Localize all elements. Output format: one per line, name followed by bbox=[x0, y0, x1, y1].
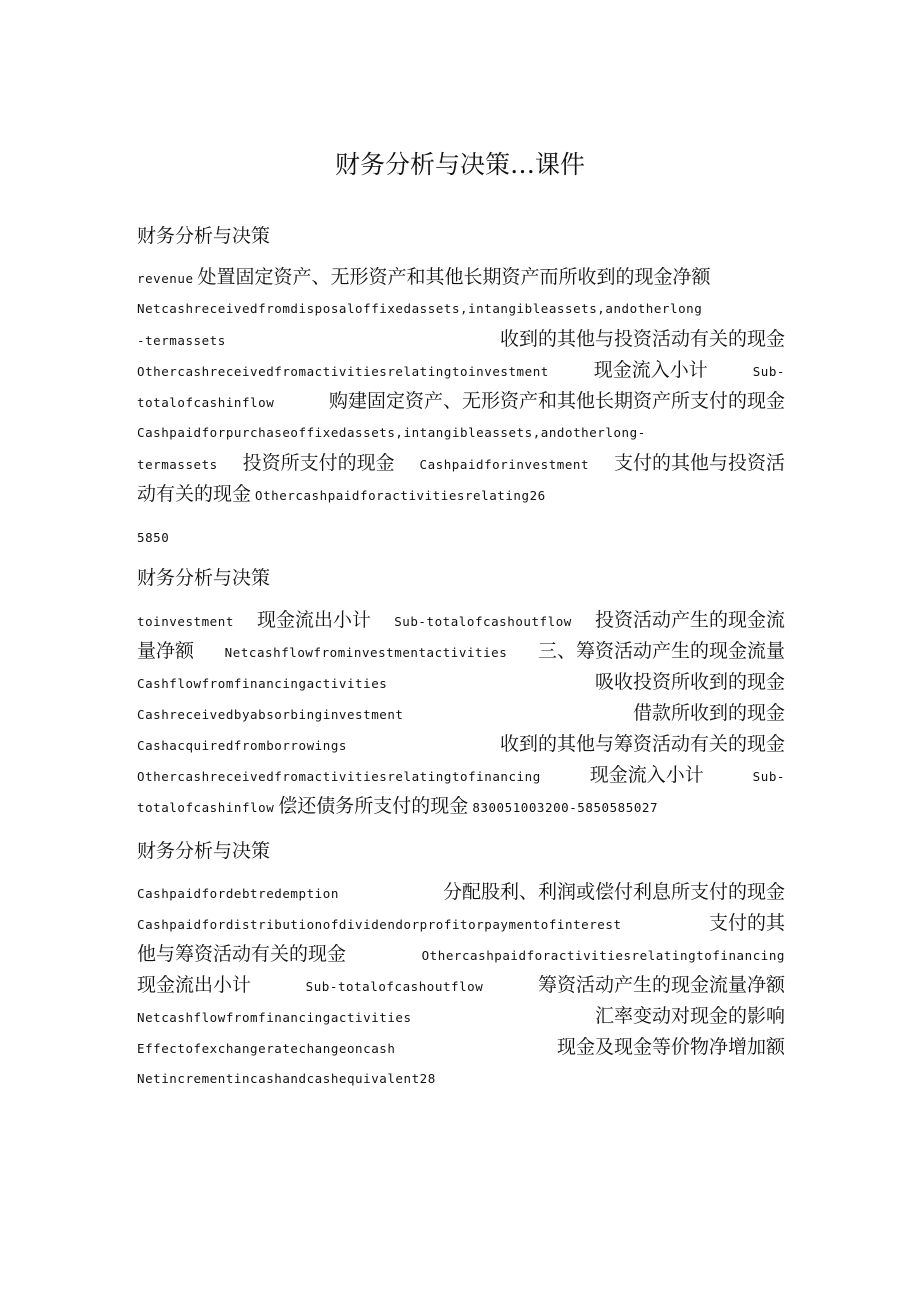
chinese-term: 偿还债务所支付的现金 bbox=[278, 795, 469, 817]
english-term: Cashpaidforinvestment bbox=[419, 457, 590, 472]
trailing-number: 5850 bbox=[137, 530, 170, 545]
chinese-term: 他与筹资活动有关的现金 bbox=[137, 943, 347, 965]
chinese-term: 支付的其 bbox=[708, 912, 785, 934]
english-term: Othercashpaidforactivitiesrelating26 bbox=[255, 488, 546, 503]
chinese-term: 支付的其他与投资活 bbox=[613, 452, 785, 474]
text-line bbox=[137, 355, 785, 386]
chinese-term: 购建固定资产、无形资产和其他长期资产所支付的现金 bbox=[328, 390, 785, 412]
text-line bbox=[137, 262, 785, 293]
english-term: Cashpaidfordebtredemption bbox=[137, 886, 339, 901]
text-line bbox=[137, 605, 785, 636]
english-term: Cashpaidfordistributionofdividendorprofitorpaymentofinterest bbox=[137, 917, 622, 932]
english-term: 830051003200-5850585027 bbox=[472, 800, 659, 815]
text-line bbox=[137, 760, 785, 791]
chinese-term: 现金及现金等价物净增加额 bbox=[556, 1036, 785, 1058]
text-line bbox=[137, 667, 785, 698]
section-heading: 财务分析与决策 bbox=[137, 225, 271, 247]
english-term: -termassets bbox=[137, 333, 226, 348]
text-line bbox=[137, 1063, 785, 1094]
chinese-term: 分配股利、利润或偿付利息所支付的现金 bbox=[442, 881, 785, 903]
english-term: Cashflowfromfinancingactivities bbox=[137, 676, 388, 691]
chinese-term: 现金流入小计 bbox=[589, 764, 704, 786]
chinese-term: 现金流出小计 bbox=[137, 974, 252, 996]
text-line bbox=[137, 1001, 785, 1032]
text-line bbox=[137, 293, 785, 324]
chinese-term: 投资所支付的现金 bbox=[242, 452, 395, 474]
english-term: Othercashreceivedfromactivitiesrelatingtofinancing bbox=[137, 769, 541, 784]
english-term: Cashpaidforpurchaseoffixedassets,intangibleassets,andotherlong- bbox=[137, 425, 646, 440]
section-heading: 财务分析与决策 bbox=[137, 567, 271, 589]
chinese-term: 现金流入小计 bbox=[593, 359, 708, 381]
english-term: Sub- bbox=[752, 769, 785, 784]
text-line bbox=[137, 636, 785, 667]
english-term: termassets bbox=[137, 457, 218, 472]
document-title: 财务分析与决策…课件 bbox=[334, 150, 585, 179]
english-term: revenue bbox=[137, 271, 194, 286]
text-line bbox=[137, 448, 785, 479]
chinese-term: 三、筹资活动产生的现金流量 bbox=[537, 640, 785, 662]
english-term: Netincrementincashandcashequivalent28 bbox=[137, 1071, 436, 1086]
english-term: Sub- bbox=[752, 364, 785, 379]
english-term: Cashacquiredfromborrowings bbox=[137, 738, 347, 753]
english-term: Cashreceivedbyabsorbinginvestment bbox=[137, 707, 404, 722]
text-line bbox=[137, 729, 785, 760]
chinese-term: 收到的其他与投资活动有关的现金 bbox=[499, 328, 785, 350]
section-heading: 财务分析与决策 bbox=[137, 840, 271, 862]
text-line bbox=[137, 324, 785, 355]
english-term: Netcashflowfromfinancingactivities bbox=[137, 1010, 412, 1025]
chinese-term: 吸收投资所收到的现金 bbox=[594, 671, 785, 693]
chinese-term: 量净额 bbox=[137, 640, 195, 662]
text-line bbox=[137, 479, 785, 510]
chinese-term: 筹资活动产生的现金流量净额 bbox=[537, 974, 785, 996]
english-term: Netcashreceivedfromdisposaloffixedassets,intangibleassets,andotherlong bbox=[137, 301, 703, 316]
chinese-term: 现金流出小计 bbox=[257, 609, 372, 631]
english-term: totalofcashinflow bbox=[137, 395, 275, 410]
chinese-term: 汇率变动对现金的影响 bbox=[594, 1005, 785, 1027]
chinese-term: 投资活动产生的现金流 bbox=[594, 609, 785, 631]
text-line bbox=[137, 698, 785, 729]
text-line bbox=[137, 908, 785, 939]
text-line bbox=[137, 386, 785, 417]
chinese-term: 处置固定资产、无形资产和其他长期资产而所收到的现金净额 bbox=[197, 266, 711, 288]
text-line bbox=[137, 791, 785, 822]
english-term: totalofcashinflow bbox=[137, 800, 275, 815]
text-line bbox=[137, 939, 785, 970]
english-term: Othercashpaidforactivitiesrelatingtofinancing bbox=[421, 948, 785, 963]
text-line bbox=[137, 417, 785, 448]
chinese-term: 借款所收到的现金 bbox=[632, 702, 785, 724]
text-line bbox=[137, 1032, 785, 1063]
english-term: Sub-totalofcashoutflow bbox=[394, 614, 572, 629]
text-line bbox=[137, 970, 785, 1001]
english-term: Othercashreceivedfromactivitiesrelatingtoinvestment bbox=[137, 364, 549, 379]
chinese-term: 收到的其他与筹资活动有关的现金 bbox=[499, 733, 785, 755]
english-term: Netcashflowfrominvestmentactivities bbox=[224, 645, 508, 660]
english-term: Effectofexchangeratechangeoncash bbox=[137, 1041, 396, 1056]
chinese-term: 动有关的现金 bbox=[137, 483, 252, 505]
english-term: Sub-totalofcashoutflow bbox=[305, 979, 484, 994]
english-term: toinvestment bbox=[137, 614, 234, 629]
text-line bbox=[137, 877, 785, 908]
